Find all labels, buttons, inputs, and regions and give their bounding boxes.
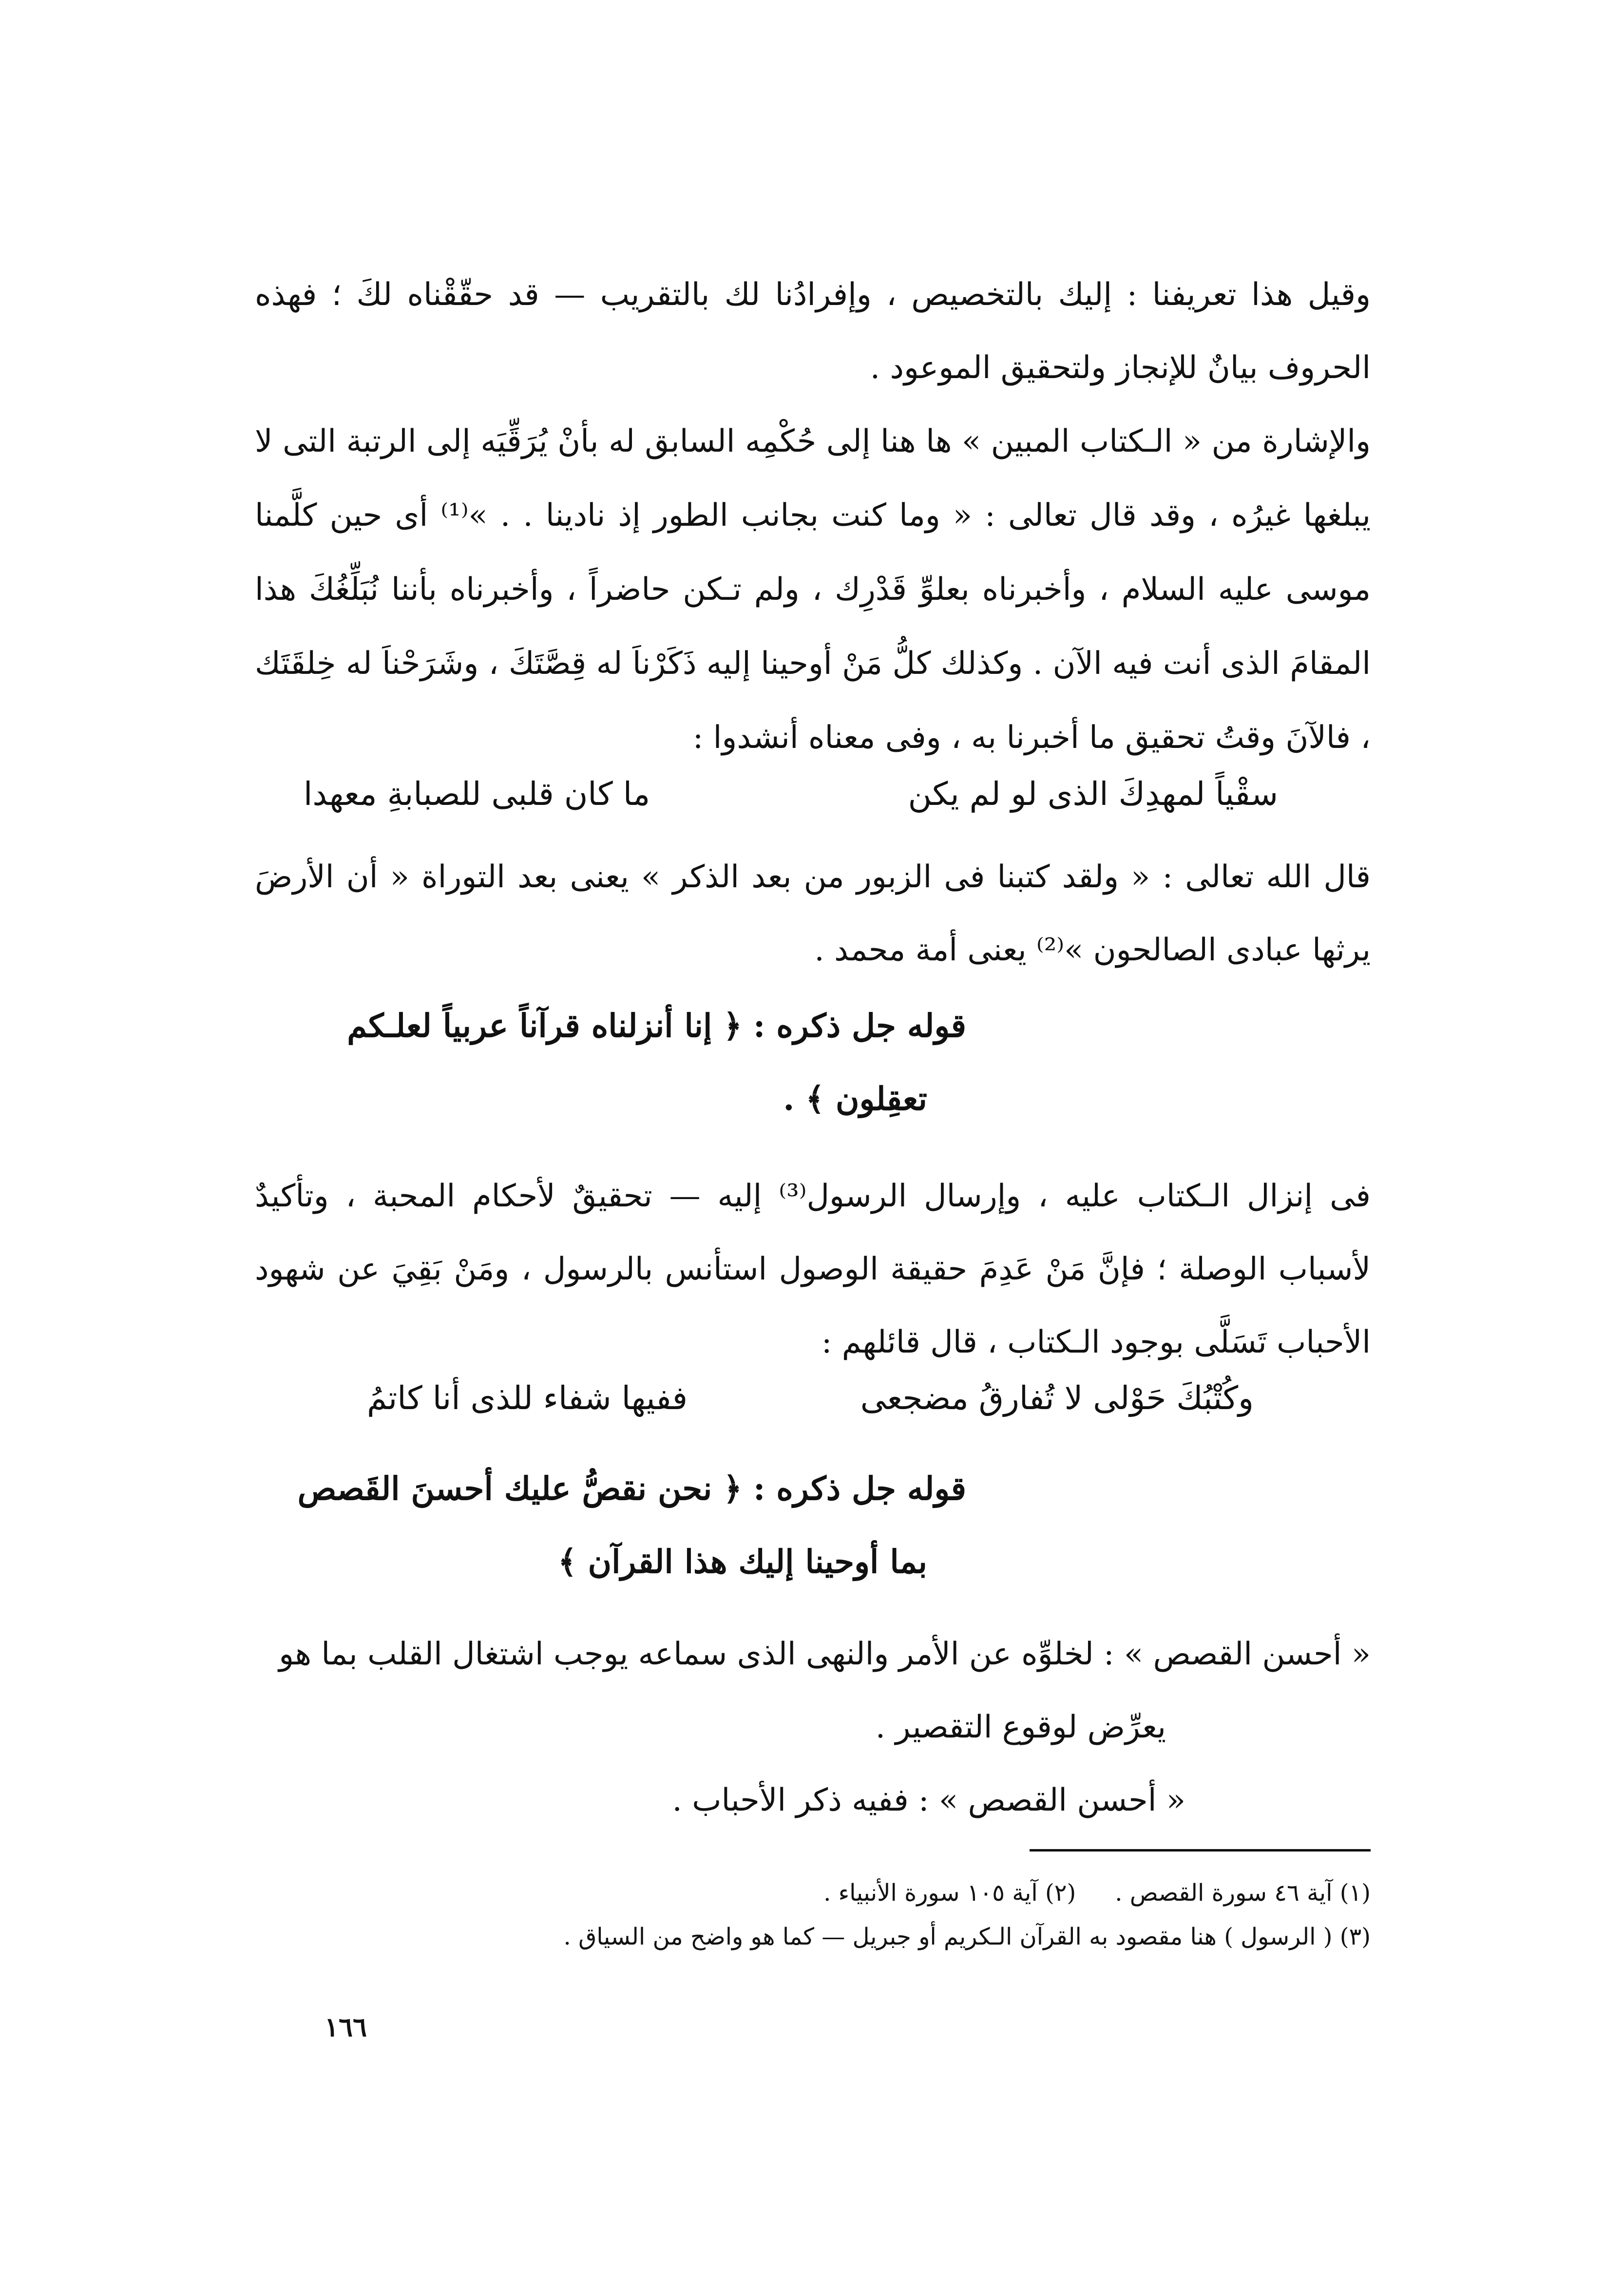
footnote-line-1 <box>255 1871 1371 1915</box>
quran-heading-1-line-1: قوله جل ذكره : ﴿ إنا أنزلناه قرآناً عربياً لعلـكم <box>347 1007 966 1045</box>
verse-2-first-hemistich: وكُتْبُكَ حَوْلى لا تُفارقُ مضجعى <box>860 1379 1254 1417</box>
page-number: ١٦٦ <box>324 2011 367 2043</box>
quran-heading-2-line-1: قوله جل ذكره : ﴿ نحن نقصُّ عليك أحسنَ القَصص <box>297 1470 966 1508</box>
poem-verse-1 <box>304 765 1278 823</box>
footnote-2: (٢) آية ١٠٥ سورة الأنبياء . <box>823 1879 1076 1907</box>
paragraph-intro: وقيل هذا تعريفنا : إليك بالتخصيص ، وإفرادُنا لك بالتقريب — قد حقّقْناه لكَ ؛ فهذه الحروف بيانٌ للإنجاز ولتحقيق الموعود . <box>255 277 1371 386</box>
paragraph-best-stories-continuation: يعرِّض لوقوع التقصير . <box>875 1709 1166 1745</box>
footnote-divider <box>1030 1849 1371 1852</box>
verse-1-first-hemistich: سقْياً لمهدِكَ الذى لو لم يكن <box>908 775 1278 813</box>
footnote-1: (١) آية ٤٦ سورة القصص . <box>1115 1879 1371 1907</box>
quran-heading-2-line-2: بما أوحينا إليك هذا القرآن ﴾ <box>558 1543 927 1581</box>
quran-heading-1-line-2: تعقِلون ﴾ . <box>783 1080 927 1118</box>
footnotes <box>255 1871 1371 1959</box>
paragraph-book-reference: والإشارة من « الـكتاب المبين » ها هنا إلى حُكْمِه السابق له بأنْ يُرَقِّيَه إلى الرتبة التى لا يبلغها غيرُه ، وقد قال تعالى : « وما كنت بجانب الطور إذ نادينا . . »⁽¹⁾ أى حين كلَّمنا موسى عليه السلام ، وأخبرناه بعلوِّ قَدْرِك ، ولم تـكن حاضراً ، وأخبرناه بأننا نُبَلِّغُكَ هذا المقامَ الذى أنت فيه الآن . وكذلك كلُّ مَنْ أوحينا إليه ذَكَرْناَ له قِصَّتَكَ ، وشَرَحْناَ له خِلقَتَك ، فالآنَ وقتُ تحقيق ما أخبرنا به ، وفى معناه أنشدوا : <box>255 423 1371 756</box>
paragraph-remembrance: « أحسن القصص » : ففيه ذكر الأحباب . <box>672 1782 1185 1818</box>
paragraph-zabur: قال الله تعالى : « ولقد كتبنا فى الزبور من بعد الذكر » يعنى بعد التوراة « أن الأرضَ يرثها عبادى الصالحون »⁽²⁾ يعنى أمة محمد . <box>255 859 1371 968</box>
footnote-3: (٣) ( الرسول ) هنا مقصود به القرآن الـكريم أو جبريل — كما هو واضح من السياق . <box>563 1923 1371 1950</box>
paragraph-revelation: فى إنزال الـكتاب عليه ، وإرسال الرسول⁽³⁾ إليه — تحقيقٌ لأحكام المحبة ، وتأكيدٌ لأسباب الوصلة ؛ فإنَّ مَنْ عَدِمَ حقيقة الوصول استأنس بالرسول ، ومَنْ بَقِيَ عن شهود الأحباب تَسَلَّى بوجود الـكتاب ، قال قائلهم : <box>255 1178 1371 1360</box>
verse-2-second-hemistich: ففيها شفاء للذى أنا كاتمُ <box>367 1379 688 1417</box>
verse-1-second-hemistich: ما كان قلبى للصبابةِ معهدا <box>304 775 650 813</box>
poem-verse-2 <box>367 1369 1254 1428</box>
paragraph-best-stories: « أحسن القصص » : لخلوِّه عن الأمر والنهى الذى سماعه يوجب اشتغال القلب بما هو <box>279 1636 1371 1672</box>
